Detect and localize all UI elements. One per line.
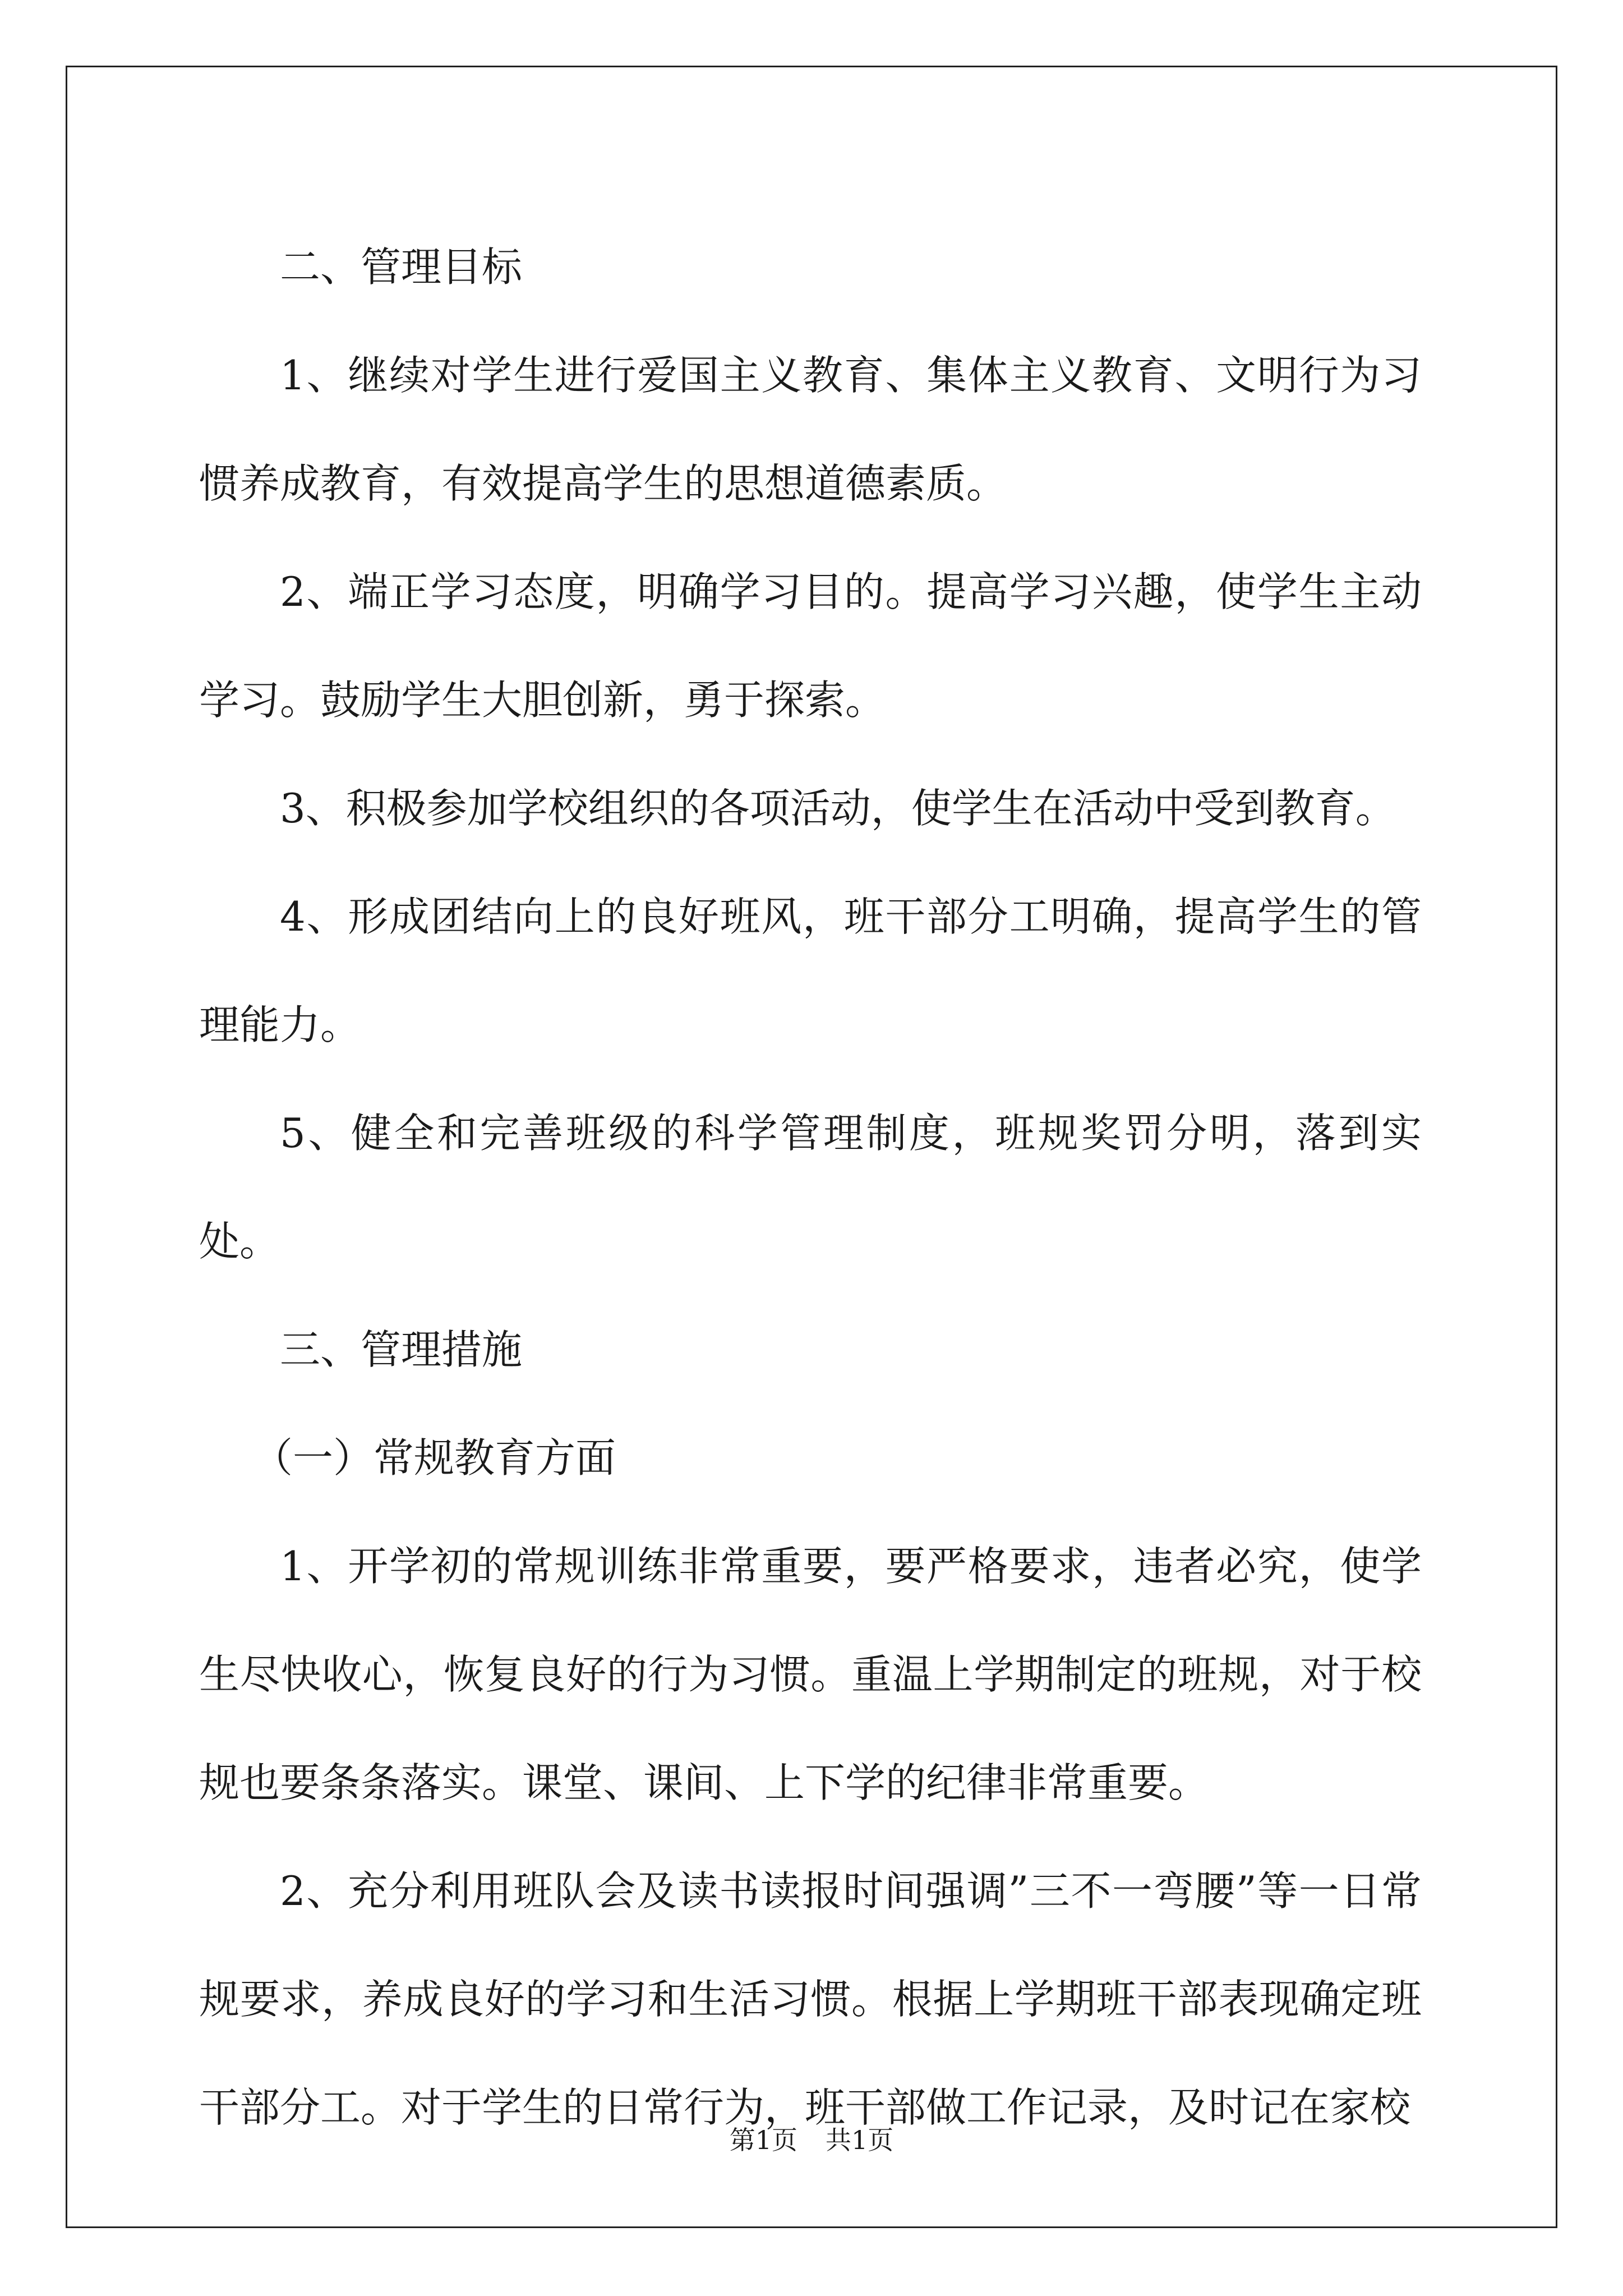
- paragraph-measure-1: 1、开学初的常规训练非常重要，要严格要求，违者必究，使学生尽快收心，恢复良好的行为习惯。重温上学期制定的班规，对于校规也要条条落实。课堂、课间、上下学的纪律非常重要。: [199, 1543, 1422, 1806]
- paragraph-goal-2: 2、端正学习态度，明确学习目的。提高学习兴趣，使学生主动学习。鼓励学生大胆创新，勇于探索。: [199, 568, 1422, 724]
- section-heading-goals: 二、管理目标: [280, 243, 523, 291]
- paragraph-goal-4: 4、形成团结向上的良好班风，班干部分工明确，提高学生的管理能力。: [199, 893, 1422, 1048]
- page-total: 共1页: [826, 2125, 894, 2155]
- section-heading-measures: 三、管理措施: [280, 1326, 523, 1373]
- paragraph-goal-3: 3、积极参加学校组织的各项活动，使学生在活动中受到教育。: [280, 785, 1396, 832]
- subsection-heading-routine: （一）常规教育方面: [252, 1434, 616, 1481]
- page-number: 第1页: [729, 2125, 797, 2155]
- page-footer: [0, 2123, 1623, 2157]
- paragraph-measure-2: 2、充分利用班队会及读书读报时间强调”三不一弯腰”等一日常规要求，养成良好的学习和生活习惯。根据上学期班干部表现确定班干部分工。对于学生的日常行为，班干部做工作记录，及时记在家校: [199, 1867, 1422, 2131]
- paragraph-goal-5: 5、健全和完善班级的科学管理制度，班规奖罚分明，落到实处。: [199, 1110, 1422, 1265]
- document-body: [199, 213, 1422, 2162]
- paragraph-goal-1: 1、继续对学生进行爱国主义教育、集体主义教育、文明行为习惯养成教育，有效提高学生的思想道德素质。: [199, 352, 1422, 507]
